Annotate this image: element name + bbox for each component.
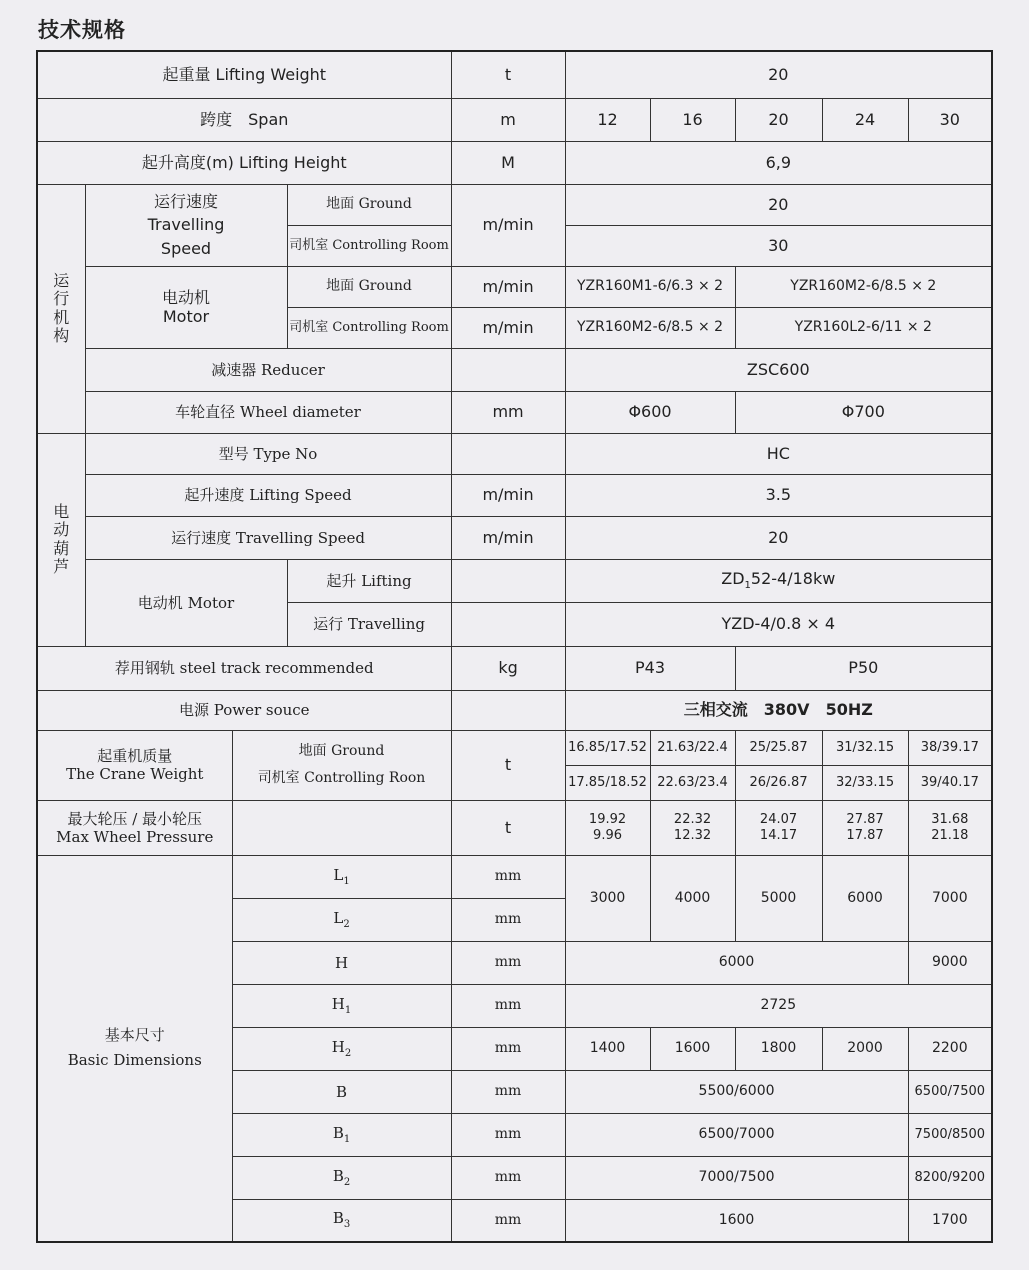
travel-motor-ground-value-b: YZR160M2-6/8.5 × 2: [735, 266, 992, 307]
dim-symbol-letter: L: [333, 865, 344, 884]
dim-symbol: H: [232, 941, 451, 984]
dim-symbol: [232, 1199, 451, 1242]
page-title: 技术规格: [38, 18, 126, 42]
dim-symbol-letter: H: [331, 994, 345, 1013]
travel-speed-label-en2: Speed: [160, 238, 212, 258]
row-hoist-lift-speed: [37, 474, 992, 516]
wheel-pressure-min: 14.17: [759, 827, 798, 843]
dim-unit: mm: [451, 855, 565, 898]
lifting-weight-value: 20: [565, 51, 992, 98]
hoist-travel-speed-unit: m/min: [451, 516, 565, 559]
lifting-height-label: 起升高度(m) Lifting Height: [37, 141, 451, 184]
row-dim-L1: [37, 855, 992, 898]
steel-track-value-a: P43: [565, 646, 735, 690]
group-char: 行: [53, 289, 70, 309]
hoist-lifting-value: [565, 559, 992, 602]
crane-weight-room-label: 司机室 Controlling Roon: [257, 770, 426, 786]
hoist-lift-speed-unit: m/min: [451, 474, 565, 516]
crane-weight-room-value: 22.63/23.4: [650, 765, 735, 800]
travel-mechanism-group-label: [37, 184, 85, 433]
hoist-travelling-label: 运行 Travelling: [287, 602, 451, 646]
dim-B-value-a: 5500/6000: [565, 1070, 908, 1113]
dim-B2-value-b: 8200/9200: [908, 1156, 992, 1199]
dim-symbol-sub: 2: [344, 1047, 352, 1059]
reducer-label: 减速器 Reducer: [85, 348, 451, 391]
dim-symbol: [232, 1027, 451, 1070]
wheel-pressure-label: [37, 800, 232, 855]
travel-speed-ground-value: 20: [565, 184, 992, 225]
travel-motor-room-value-a: YZR160M2-6/8.5 × 2: [565, 307, 735, 348]
travel-speed-label-en1: Travelling: [147, 215, 225, 235]
travel-speed-room-label: 司机室 Controlling Room: [287, 225, 451, 266]
crane-weight-ground-value: 31/32.15: [822, 730, 908, 765]
dim-B-value-b: 6500/7500: [908, 1070, 992, 1113]
reducer-unit: [451, 348, 565, 391]
dim-B1-value-b: 7500/8500: [908, 1113, 992, 1156]
wheel-pressure-max: 31.68: [931, 811, 969, 827]
dim-symbol: [232, 1156, 451, 1199]
crane-weight-ground-value: 16.85/17.52: [565, 730, 650, 765]
crane-weight-unit: t: [451, 730, 565, 800]
dim-unit: mm: [451, 898, 565, 941]
travel-speed-ground-label: 地面 Ground: [287, 184, 451, 225]
power-value: 三相交流 380V 50HZ: [565, 690, 992, 730]
dim-H2-value: 1400: [565, 1027, 650, 1070]
dim-symbol-sub: 2: [343, 918, 350, 930]
dim-symbol: [232, 1113, 451, 1156]
wheel-pressure-unit: t: [451, 800, 565, 855]
crane-weight-room-value: 26/26.87: [735, 765, 822, 800]
hoist-travel-speed-label: 运行速度 Travelling Speed: [85, 516, 451, 559]
dim-L-value: 5000: [735, 855, 822, 941]
crane-weight-label-en: The Crane Weight: [66, 765, 204, 783]
dim-symbol-letter: B: [332, 1123, 344, 1142]
wheel-pressure-value: [822, 800, 908, 855]
group-char: 芦: [53, 556, 70, 576]
group-char: 构: [53, 325, 70, 345]
dim-symbol-sub: 3: [343, 1219, 351, 1231]
hoist-lifting-value-pre: ZD: [721, 568, 745, 588]
span-value: 24: [822, 98, 908, 141]
dim-symbol: [232, 855, 451, 898]
dim-H-value-a: 6000: [565, 941, 908, 984]
dim-B1-value-a: 6500/7000: [565, 1113, 908, 1156]
dim-H2-value: 1800: [735, 1027, 822, 1070]
dim-L-value: 3000: [565, 855, 650, 941]
crane-weight-room-value: 39/40.17: [908, 765, 992, 800]
travel-motor-ground-value-a: YZR160M1-6/6.3 × 2: [565, 266, 735, 307]
wheel-diameter-value-b: Φ700: [735, 391, 992, 433]
group-char: 电: [53, 501, 70, 521]
wheel-pressure-value: [735, 800, 822, 855]
hoist-type-label: 型号 Type No: [85, 433, 451, 474]
wheel-pressure-label-en: Max Wheel Pressure: [56, 827, 214, 846]
dim-unit: mm: [451, 1156, 565, 1199]
dim-unit: mm: [451, 1027, 565, 1070]
travel-motor-label: [85, 266, 287, 348]
dim-H2-value: 1600: [650, 1027, 735, 1070]
dim-unit: mm: [451, 1070, 565, 1113]
span-value: 12: [565, 98, 650, 141]
dim-H-value-b: 9000: [908, 941, 992, 984]
travel-speed-unit: m/min: [451, 184, 565, 266]
lifting-height-unit: M: [451, 141, 565, 184]
wheel-pressure-max: 22.32: [673, 811, 712, 827]
travel-motor-ground-label: 地面 Ground: [287, 266, 451, 307]
dim-symbol-letter: B: [332, 1166, 344, 1185]
crane-weight-ground-value: 38/39.17: [908, 730, 992, 765]
wheel-diameter-label: 车轮直径 Wheel diameter: [85, 391, 451, 433]
group-char: 动: [53, 520, 70, 540]
wheel-pressure-value: [908, 800, 992, 855]
wheel-pressure-blank: [232, 800, 451, 855]
dimensions-label: [37, 855, 232, 1242]
lifting-weight-unit: t: [451, 51, 565, 98]
row-span: [37, 98, 992, 141]
dim-unit: mm: [451, 1199, 565, 1242]
hoist-lift-speed-value: 3.5: [565, 474, 992, 516]
row-crane-weight-ground: [37, 730, 992, 765]
travel-motor-room-value-b: YZR160L2-6/11 × 2: [735, 307, 992, 348]
group-char: 运: [53, 270, 70, 290]
steel-track-value-b: P50: [735, 646, 992, 690]
crane-weight-ground-value: 21.63/22.4: [650, 730, 735, 765]
hoist-lifting-value-sub: 1: [744, 580, 751, 592]
hoist-lifting-unit: [451, 559, 565, 602]
dim-H2-value: 2000: [822, 1027, 908, 1070]
hoist-lifting-label: 起升 Lifting: [287, 559, 451, 602]
travel-motor-room-label: 司机室 Controlling Room: [287, 307, 451, 348]
hoist-travel-speed-value: 20: [565, 516, 992, 559]
crane-weight-ground-label: 地面 Ground: [298, 743, 385, 760]
row-hoist-travel-speed: [37, 516, 992, 559]
dim-B3-value-b: 1700: [908, 1199, 992, 1242]
dimensions-label-cn: 基本尺寸: [104, 1025, 165, 1044]
travel-motor-label-en: Motor: [162, 307, 210, 326]
dim-L-value: 4000: [650, 855, 735, 941]
wheel-pressure-min: 21.18: [931, 827, 969, 843]
travel-motor-label-cn: 电动机: [161, 287, 210, 307]
travel-speed-label-cn: 运行速度: [153, 192, 218, 212]
wheel-diameter-value-a: Φ600: [565, 391, 735, 433]
hoist-travelling-unit: [451, 602, 565, 646]
hoist-motor-label: 电动机 Motor: [85, 559, 287, 646]
hoist-lifting-value-post: 52-4/18kw: [750, 568, 836, 588]
wheel-pressure-min: 12.32: [673, 827, 712, 843]
wheel-pressure-min: 9.96: [593, 827, 622, 843]
wheel-pressure-max: 24.07: [759, 811, 798, 827]
travel-motor-room-unit: m/min: [451, 307, 565, 348]
power-unit: [451, 690, 565, 730]
row-lifting-height: [37, 141, 992, 184]
lifting-weight-label: 起重量 Lifting Weight: [37, 51, 451, 98]
row-hoist-motor-lifting: [37, 559, 992, 602]
wheel-pressure-max: 27.87: [846, 811, 884, 827]
crane-weight-label: [37, 730, 232, 800]
dim-symbol-letter: H: [331, 1037, 345, 1056]
row-travel-speed-ground: [37, 184, 992, 225]
dim-unit: mm: [451, 984, 565, 1027]
crane-weight-room-value: 32/33.15: [822, 765, 908, 800]
lifting-height-value: 6,9: [565, 141, 992, 184]
dim-symbol-sub: 1: [344, 1004, 352, 1016]
dim-H2-value: 2200: [908, 1027, 992, 1070]
reducer-value: ZSC600: [565, 348, 992, 391]
row-lifting-weight: [37, 51, 992, 98]
dimensions-label-en: Basic Dimensions: [67, 1051, 202, 1070]
hoist-type-value: HC: [565, 433, 992, 474]
dim-symbol-sub: 2: [343, 1176, 351, 1188]
span-value: 16: [650, 98, 735, 141]
hoist-type-unit: [451, 433, 565, 474]
steel-track-label: 荐用钢轨 steel track recommended: [37, 646, 451, 690]
wheel-pressure-label-cn: 最大轮压 / 最小轮压: [67, 809, 203, 828]
power-label: 电源 Power souce: [37, 690, 451, 730]
span-value: 30: [908, 98, 992, 141]
wheel-pressure-max: 19.92: [588, 811, 627, 827]
dim-unit: mm: [451, 941, 565, 984]
dim-symbol-letter: L: [333, 908, 344, 927]
wheel-diameter-unit: mm: [451, 391, 565, 433]
row-wheel-pressure: [37, 800, 992, 855]
span-unit: m: [451, 98, 565, 141]
dim-symbol-sub: 1: [343, 1133, 351, 1145]
travel-motor-ground-unit: m/min: [451, 266, 565, 307]
travel-speed-room-value: 30: [565, 225, 992, 266]
steel-track-unit: kg: [451, 646, 565, 690]
crane-weight-ground-value: 25/25.87: [735, 730, 822, 765]
dim-L-value: 7000: [908, 855, 992, 941]
span-value: 20: [735, 98, 822, 141]
group-char: 机: [53, 307, 70, 327]
travel-speed-label: [85, 184, 287, 266]
row-wheel-diameter: [37, 391, 992, 433]
row-reducer: [37, 348, 992, 391]
row-travel-motor-ground: [37, 266, 992, 307]
row-power: [37, 690, 992, 730]
dim-B2-value-a: 7000/7500: [565, 1156, 908, 1199]
wheel-pressure-value: [650, 800, 735, 855]
dim-symbol: B: [232, 1070, 451, 1113]
dim-symbol: [232, 984, 451, 1027]
crane-weight-sub-labels: [232, 730, 451, 800]
dim-symbol-letter: B: [332, 1209, 344, 1228]
dim-symbol-sub: 1: [343, 875, 350, 887]
dim-symbol: [232, 898, 451, 941]
spec-table: [36, 50, 993, 1243]
group-char: 葫: [53, 538, 70, 558]
dim-unit: mm: [451, 1113, 565, 1156]
dim-L-value: 6000: [822, 855, 908, 941]
dim-B3-value-a: 1600: [565, 1199, 908, 1242]
crane-weight-label-cn: 起重机质量: [97, 747, 173, 765]
hoist-lift-speed-label: 起升速度 Lifting Speed: [85, 474, 451, 516]
dim-H1-value: 2725: [565, 984, 992, 1027]
crane-weight-room-value: 17.85/18.52: [565, 765, 650, 800]
row-hoist-type: [37, 433, 992, 474]
wheel-pressure-min: 17.87: [846, 827, 884, 843]
row-steel-track: [37, 646, 992, 690]
hoist-group-label: [37, 433, 85, 646]
span-label: 跨度 Span: [37, 98, 451, 141]
wheel-pressure-value: [565, 800, 650, 855]
hoist-travelling-value: YZD-4/0.8 × 4: [565, 602, 992, 646]
